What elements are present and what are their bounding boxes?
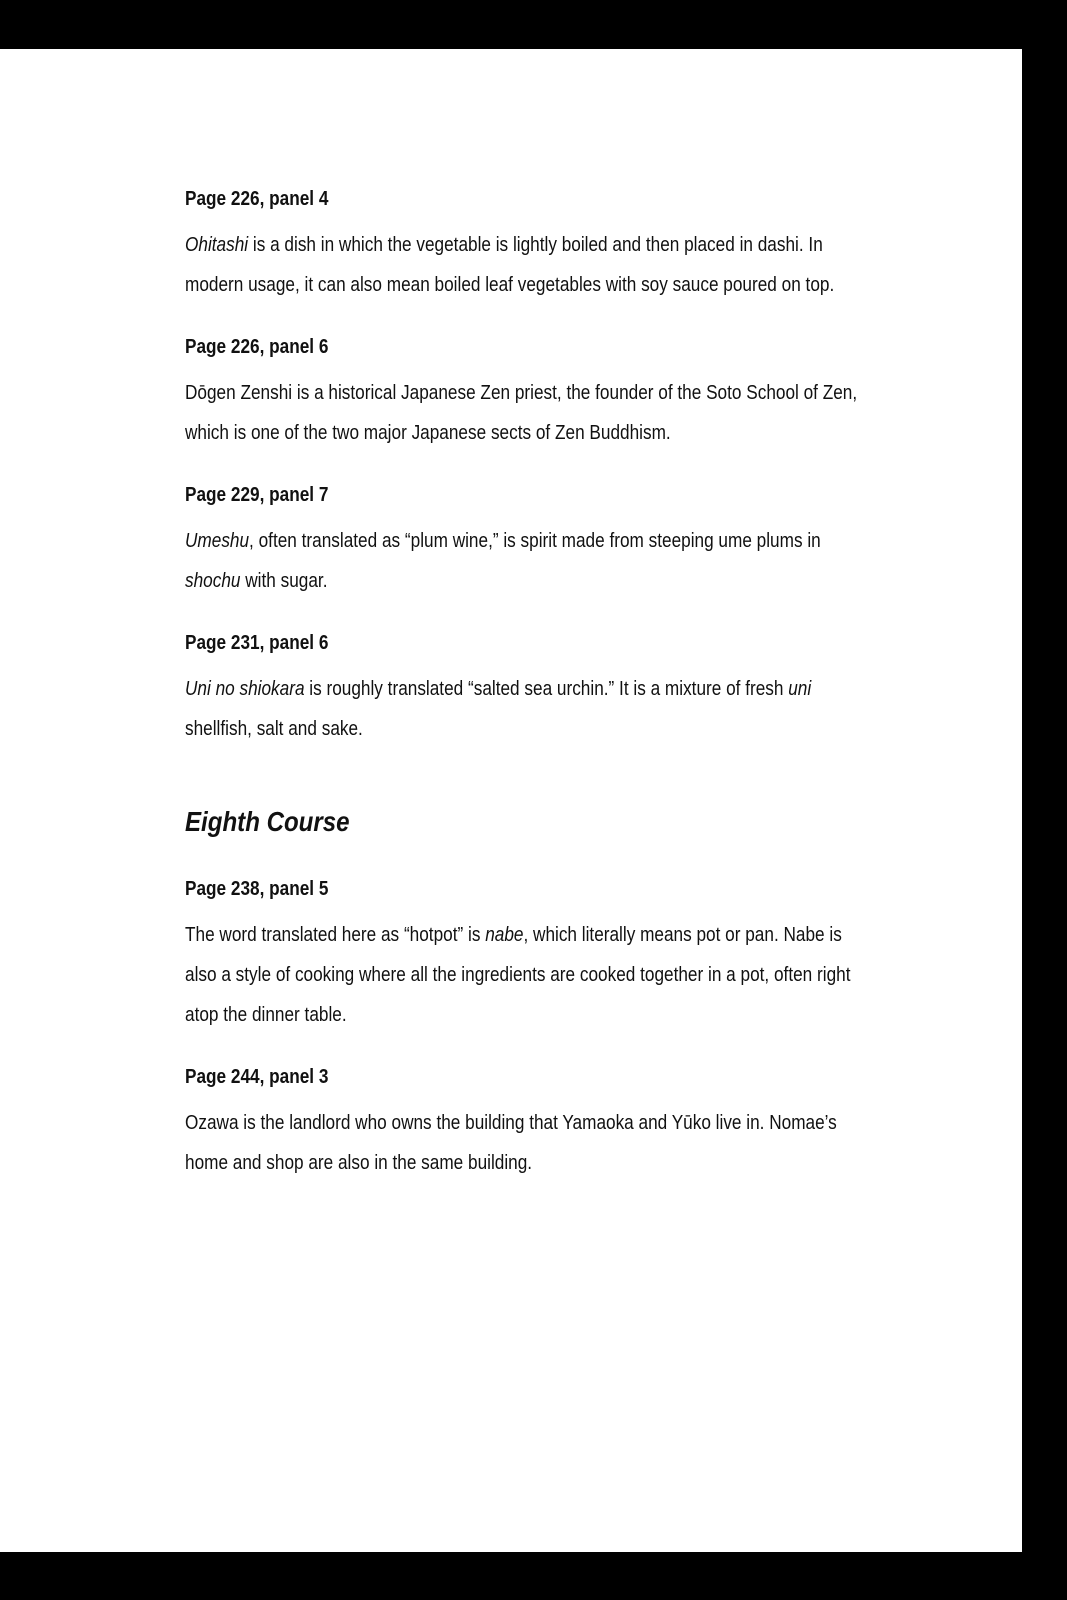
term-italic: Umeshu [185, 530, 250, 552]
note-text: is a dish in which the vegetable is lightly boiled and then placed in dashi. In modern usage, it can also mean boiled leaf vegetables with soy sauce poured on top. [185, 234, 835, 296]
note-heading: Page 244, panel 3 [185, 1066, 329, 1088]
note-heading: Page 226, panel 4 [185, 188, 329, 210]
note-p231-panel6 [185, 631, 905, 749]
note-body [185, 373, 873, 453]
note-heading: Page 226, panel 6 [185, 336, 329, 358]
note-body [185, 669, 873, 749]
note-text: Dōgen Zenshi is a historical Japanese Zen priest, the founder of the Soto School of Zen, which is one of the two major Japanese sects of Zen Buddhism. [185, 382, 858, 444]
note-text: The word translated here as “hotpot” is [185, 924, 486, 946]
note-text: , which literally means pot or pan. Nabe is also a style of cooking where all the ingredients are cooked together in a pot, often right atop the dinner table. [185, 924, 851, 1026]
note-heading: Page 231, panel 6 [185, 632, 329, 654]
note-p226-panel6 [185, 335, 905, 453]
term-italic: shochu [185, 570, 241, 592]
note-body [185, 915, 873, 1035]
note-p238-panel5 [185, 877, 905, 1035]
note-heading: Page 238, panel 5 [185, 878, 329, 900]
note-text: shellfish, salt and sake. [185, 718, 363, 740]
note-text: is roughly translated “salted sea urchin.” It is a mixture of fresh [304, 678, 789, 700]
note-p226-panel4 [185, 187, 905, 305]
note-body [185, 1103, 873, 1183]
section-title: Eighth Course [185, 806, 350, 837]
note-p229-panel7 [185, 483, 905, 601]
term-italic: nabe [485, 924, 524, 946]
note-body [185, 521, 873, 601]
document-page [0, 49, 1022, 1552]
note-body [185, 225, 873, 305]
note-text: with sugar. [240, 570, 328, 592]
term-italic: Uni no shiokara [185, 678, 305, 700]
note-text: Ozawa is the landlord who owns the building that Yamaoka and Yūko live in. Nomae’s home and shop are also in the same building. [185, 1112, 837, 1174]
term-italic: uni [788, 678, 812, 700]
note-heading: Page 229, panel 7 [185, 484, 329, 506]
note-text: , often translated as “plum wine,” is spirit made from steeping ume plums in [249, 530, 821, 552]
note-p244-panel3 [185, 1065, 905, 1183]
term-italic: Ohitashi [185, 234, 249, 256]
page-content [185, 187, 905, 1213]
